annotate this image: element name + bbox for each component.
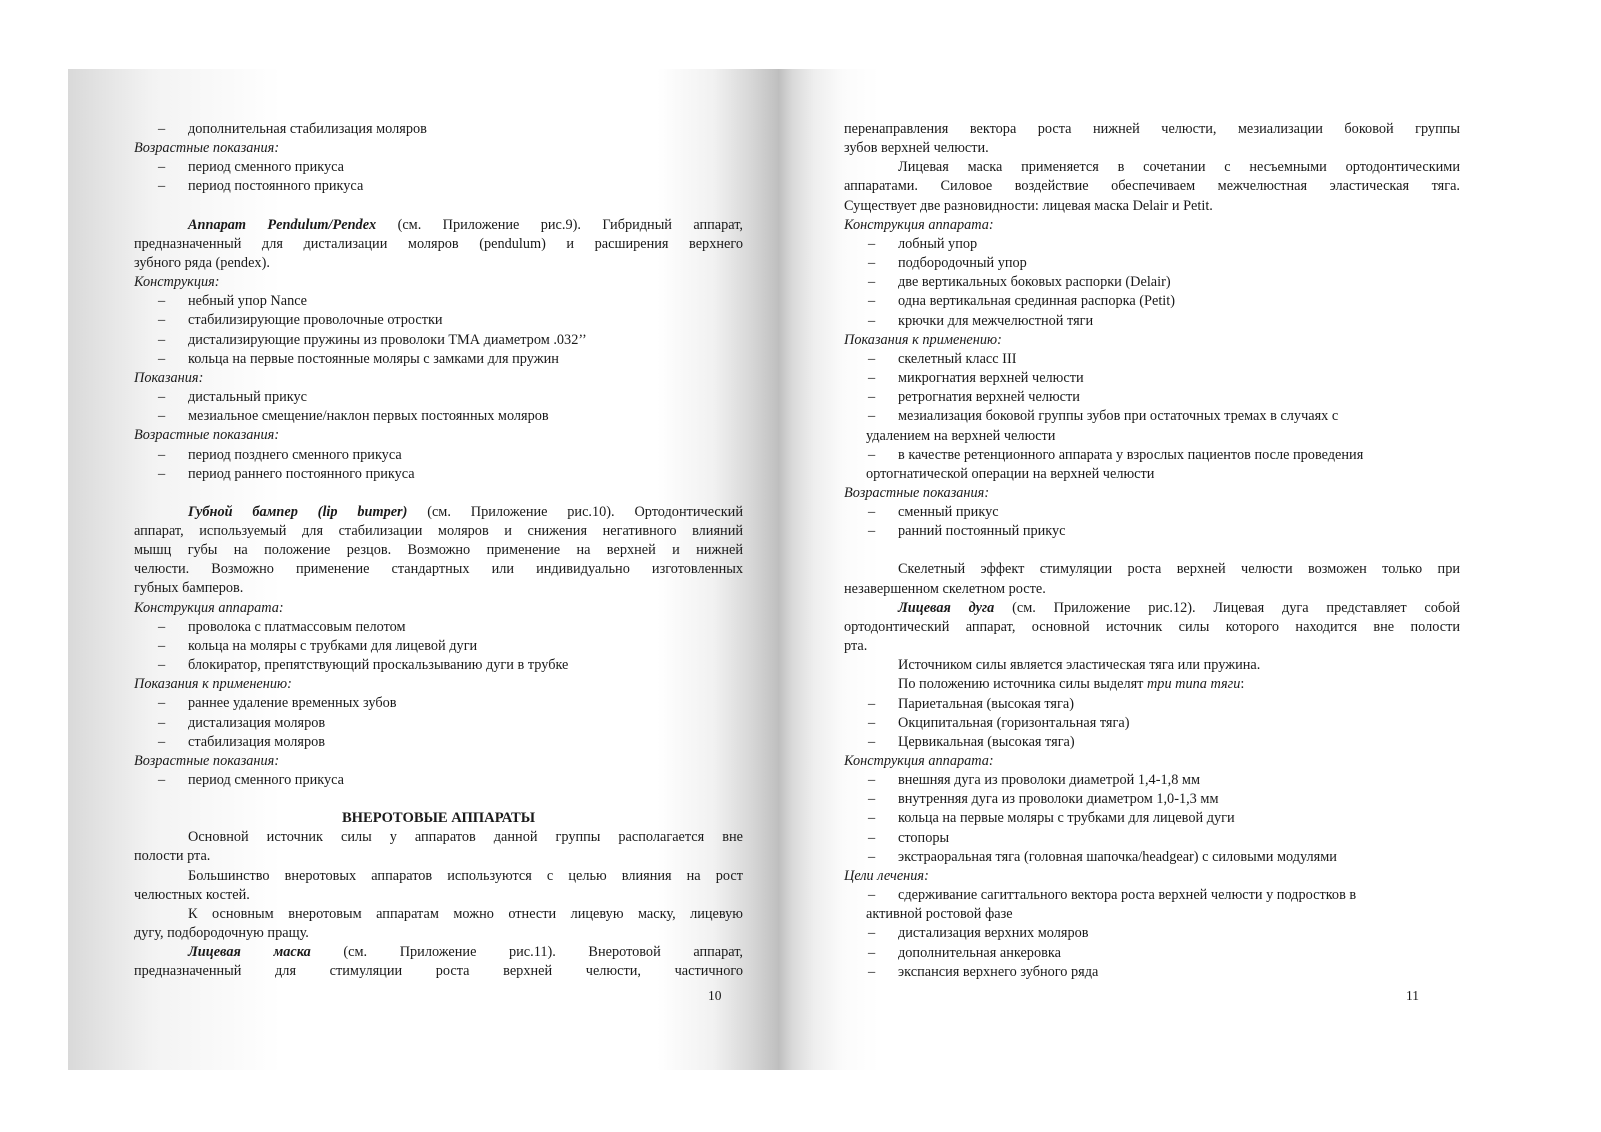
emphasis: три типа тяги [1146,676,1241,693]
section-heading: ВНЕРОТОВЫЕ АППАРАТЫ [341,810,536,827]
page-number: 10 [708,988,722,1003]
list-item: – кольца на первые моляры с трубками для лицевой дуги [844,809,1460,828]
section-label: Возрастные показания: [134,427,280,444]
list-item-continuation: удалением на верхней челюсти [866,427,1056,444]
list-item: – Цервикальная (высокая тяга) [844,733,1460,752]
list-item: – небный упор Nance [134,292,743,311]
paragraph-line: мышц губы на положение резцов. Возможно применение на верхней и нижней [134,542,743,559]
list-dash: – [868,408,876,425]
paragraph-line: Основной источник силы у аппаратов данной группы располагается вне [188,829,743,846]
list-item: – скелетный класс III [844,350,1460,369]
list-item: – период постоянного прикуса [134,177,743,196]
list-item: – блокиратор, препятствующий проскальзыванию дуги в трубке [134,656,743,675]
list-dash: – [158,350,166,367]
paragraph-line: Аппарат Pendulum/Pendex (см. Приложение рис.9). Гибридный аппарат, [188,216,744,233]
list-dash: – [868,733,876,750]
list-item: – Париетальная (высокая тяга) [844,695,1460,714]
list-dash: – [868,772,876,789]
list-dash: – [158,178,166,195]
list-item: – кольца на первые постоянные моляры с замками для пружин [134,350,743,369]
list-dash: – [868,235,876,252]
list-item: – кольца на моляры с трубками для лицевой дуги [134,637,743,656]
list-item: – период позднего сменного прикуса [134,446,743,465]
list-dash: – [868,848,876,865]
section-label: Возрастные показания: [134,140,280,157]
paragraph-line: аппарат, используемый для стабилизации моляров и снижения негативного влияний [134,522,743,539]
list-dash: – [158,695,166,712]
paragraph-line: Лицевая маска (см. Приложение рис.11). Внеротовой аппарат, [188,944,743,961]
list-item: – в качестве ретенционного аппарата у взрослых пациентов после проведения [844,446,1460,465]
paragraph-line: перенаправления вектора роста нижней челюсти, мезиализации боковой группы [844,121,1460,137]
section-label: Возрастные показания: [134,752,280,769]
list-item: – дистализация верхних моляров [844,924,1460,943]
section-label: Возрастные показания: [844,484,990,501]
list-item: – период сменного прикуса [134,158,743,177]
section-label: Конструкция аппарата: [844,216,994,233]
spacer [134,197,743,216]
paragraph-line: рта. [844,638,868,655]
term-lead: Лицевая дуга [898,599,995,616]
list-dash: – [868,370,876,387]
section-label: Показания: [134,369,204,386]
list-dash: – [158,121,166,137]
paragraph-line: зубного ряда (pendex). [134,254,270,271]
paragraph-line: челюсти. Возможно применение стандартных или индивидуально изготовленных [134,561,743,578]
list-dash: – [868,714,876,731]
term-lead: Губной бампер (lip bumper) [188,503,408,520]
list-dash: – [868,695,876,712]
list-dash: – [868,350,876,367]
list-dash: – [868,887,876,904]
list-dash: – [158,446,166,463]
list-dash: – [158,733,166,750]
list-dash: – [158,714,166,731]
list-item: – раннее удаление временных зубов [134,694,743,713]
paragraph-line: Скелетный эффект стимуляции роста верхней челюсти возможен только при [898,561,1460,578]
list-dash: – [158,331,166,348]
list-dash: – [158,408,166,425]
list-dash: – [158,312,166,329]
paragraph-line: незавершенном скелетном росте. [844,580,1046,597]
spacer [134,484,743,503]
list-item-continuation: активной ростовой фазе [866,906,1013,923]
paragraph-line: аппаратами. Силовое воздействие обеспечиваем межчелюстная эластическая тяга. [844,178,1460,195]
list-dash: – [868,523,876,540]
list-item: – сдерживание сагиттального вектора роста верхней челюсти у подростков в [844,886,1460,905]
list-dash: – [868,389,876,406]
section-label: Цели лечения: [844,867,929,884]
paragraph-line: зубов верхней челюсти. [844,140,989,157]
paragraph-line: Губной бампер (lip bumper) (см. Приложение рис.10). Ортодонтический [188,503,743,520]
paragraph-line: Источником силы является эластическая тяга или пружина. [898,657,1261,674]
list-item: – две вертикальных боковых распорки (Delair) [844,273,1460,292]
list-item: – дистальный прикус [134,388,743,407]
list-dash: – [158,657,166,674]
paragraph-line: дугу, подбородочную пращу. [134,925,309,942]
list-item: – экспансия верхнего зубного ряда [844,963,1460,982]
list-dash: – [868,446,876,463]
list-item: – одна вертикальная срединная распорка (Petit) [844,292,1460,311]
list-dash: – [868,504,876,521]
paragraph-line: К основным внеротовым аппаратам можно отнести лицевую маску, лицевую [188,905,743,922]
term-lead: Лицевая маска [188,944,311,961]
list-dash: – [868,944,876,961]
list-item: – сменный прикус [844,503,1460,522]
list-dash: – [158,618,166,635]
list-item: – внешняя дуга из проволоки диаметрой 1,4-1,8 мм [844,771,1460,790]
spacer [844,541,1460,560]
paragraph-line: полости рта. [134,848,211,865]
left-page-text [134,120,743,982]
page-number: 11 [1406,988,1419,1003]
list-dash: – [868,810,876,827]
left-page [68,69,778,1070]
list-item: – внутренняя дуга из проволоки диаметром 1,0-1,3 мм [844,790,1460,809]
paragraph-line: челюстных костей. [134,886,250,903]
list-item: – дополнительная стабилизация моляров [134,120,743,139]
list-item: – проволока с платмассовым пелотом [134,618,743,637]
list-item: – период сменного прикуса [134,771,743,790]
paragraph-line: предназначенный для стимуляции роста верхней челюсти, частичного [134,963,743,980]
paragraph-line: губных бамперов. [134,580,244,597]
paragraph-line: По положению источника силы выделят три типа тяги: [898,676,1245,693]
list-item: – экстраоральная тяга (головная шапочка/headgear) с силовыми модулями [844,848,1460,867]
list-dash: – [868,293,876,310]
list-dash: – [158,159,166,176]
section-label: Конструкция аппарата: [844,753,994,769]
list-dash: – [868,312,876,329]
list-item: – мезиальное смещение/наклон первых постоянных моляров [134,407,743,426]
list-item: – подбородочный упор [844,254,1460,273]
list-dash: – [158,465,166,482]
list-item: – крючки для межчелюстной тяги [844,312,1460,331]
paragraph-line: предназначенный для дистализации моляров (pendulum) и расширения верхнего [134,235,743,252]
list-item: – период раннего постоянного прикуса [134,465,743,484]
paragraph-line: ортодонтический аппарат, основной источник силы которого находится вне полости [844,618,1460,635]
list-item-continuation: ортогнатической операции на верхней челюсти [866,465,1155,482]
list-item: – дополнительная анкеровка [844,944,1460,963]
section-label: Показания к применению: [844,331,1002,348]
paragraph-line: Существует две разновидности: лицевая маска Delair и Petit. [844,197,1213,214]
list-item: – мезиализация боковой группы зубов при остаточных тремах в случаях с [844,407,1460,426]
spacer [134,790,743,809]
list-dash: – [868,791,876,808]
list-item: – ранний постоянный прикус [844,522,1460,541]
list-item: – микрогнатия верхней челюсти [844,369,1460,388]
list-dash: – [158,389,166,406]
list-item: – Окципитальная (горизонтальная тяга) [844,714,1460,733]
list-item: – дистализация моляров [134,714,743,733]
list-item: – ретрогнатия верхней челюсти [844,388,1460,407]
section-label: Показания к применению: [134,676,292,693]
list-item: – стабилизирующие проволочные отростки [134,311,743,330]
list-dash: – [158,772,166,788]
paragraph-line: Большинство внеротовых аппаратов используются с целью влияния на рост [188,867,743,884]
list-dash: – [158,637,166,654]
list-dash: – [868,255,876,272]
list-dash: – [868,274,876,291]
section-label: Конструкция: [134,274,220,291]
list-item: – стопоры [844,829,1460,848]
section-label: Конструкция аппарата: [134,599,284,616]
right-page [778,69,1499,1070]
list-dash: – [158,293,166,310]
term-lead: Аппарат Pendulum/Pendex [188,216,377,233]
paragraph-line: Лицевая дуга (см. Приложение рис.12). Лицевая дуга представляет собой [898,599,1461,616]
list-item: – лобный упор [844,235,1460,254]
right-page-text [844,120,1460,982]
list-dash: – [868,963,876,980]
list-item: – стабилизация моляров [134,733,743,752]
paragraph-line: Лицевая маска применяется в сочетании с несъемными ортодонтическими [898,159,1460,176]
list-dash: – [868,829,876,846]
list-dash: – [868,925,876,942]
list-item: – дистализирующие пружины из проволоки ТМА диаметром .032’’ [134,331,743,350]
